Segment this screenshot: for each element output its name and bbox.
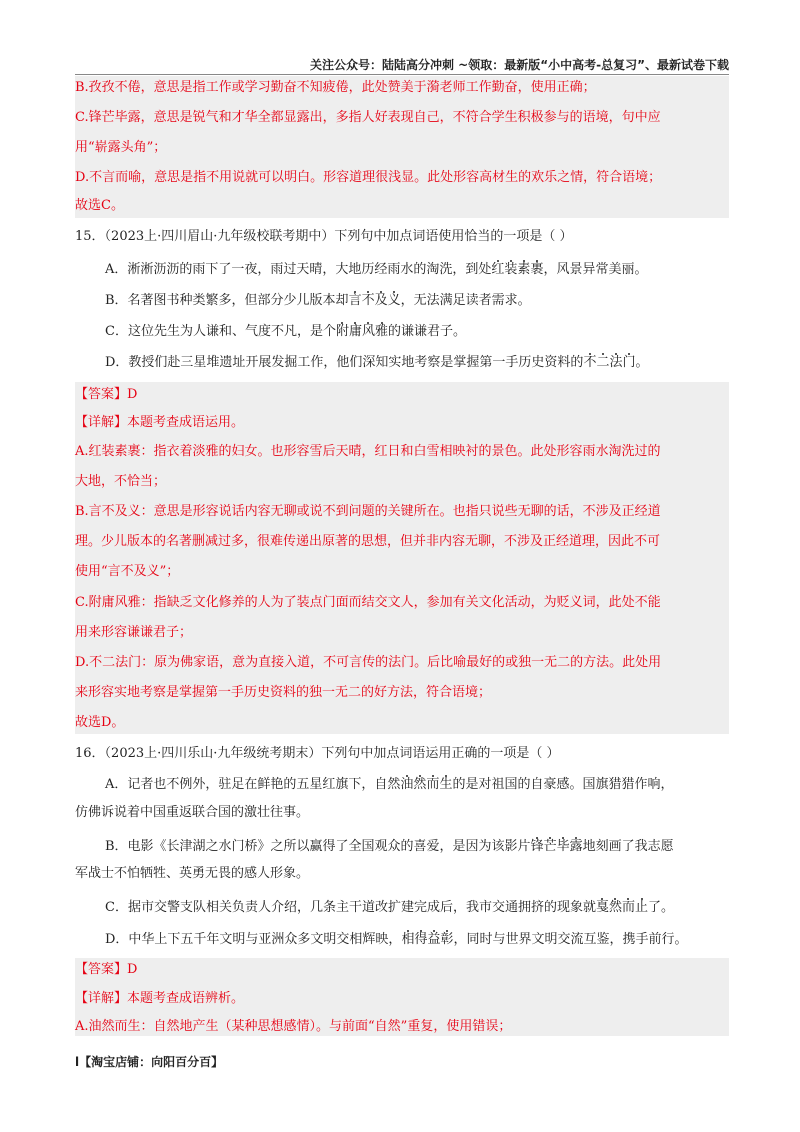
q15-answer-band <box>75 382 729 734</box>
q16-option-c: C．据市交警支队相关负责人介绍，几条主干道改扩建完成后，我市交通拥挤的现象就戛然而止了。 <box>105 900 675 915</box>
q16-expl-1: A.油然而生：自然地产生（某种思想感情）。与前面“自然”重复，使用错误； <box>75 1019 512 1034</box>
q15-option-d: D．教授们赴三星堆遗址开展发掘工作，他们深知实地考察是掌握第一手历史资料的不二法门。 <box>105 355 649 370</box>
page-footer: l【淘宝店铺：向阳百分百】 <box>75 1055 224 1069</box>
q15-expl-2: 大地，不恰当； <box>75 474 167 489</box>
q16-option-d: D．中华上下五千年文明与亚洲众多文明交相辉映，相得益彰，同时与世界文明交流互鉴，携手前行。 <box>105 932 688 947</box>
q15-expl-1: A.红装素裹：指衣着淡雅的妇女。也形容雪后天晴，红日和白雪相映衬的景色。此处形容雨水淘洗过的 <box>75 444 661 459</box>
q15-expl-8: D.不二法门：原为佛家语，意为直接入道，不可言传的法门。后比喻最好的或独一无二的方法。此处用 <box>75 655 662 670</box>
q15-expl-10: 故选D。 <box>75 715 125 730</box>
q15-answer: 【答案】D <box>75 387 138 402</box>
q15-expl-7: 用来形容谦谦君子； <box>75 625 193 640</box>
prev-line-1: B.孜孜不倦，意思是指工作或学习勤奋不知疲倦，此处赞美于漪老师工作勤奋，使用正确； <box>75 80 596 95</box>
q16-detail: 【详解】本题考查成语辨析。 <box>75 991 245 1006</box>
q15-detail: 【详解】本题考查成语运用。 <box>75 415 245 430</box>
q16-answer: 【答案】D <box>75 962 138 977</box>
q16-option-b: B．电影《长津湖之水门桥》之所以赢得了全国观众的喜爱，是因为该影片锋芒毕露地刻画了我志愿 <box>105 839 674 854</box>
q15-stem: 15．（2023上·四川眉山·九年级校联考期中）下列句中加点词语使用恰当的一项是（ ） <box>75 229 573 244</box>
q15-expl-6: C.附庸风雅：指缺乏文化修养的人为了装点门面而结交文人，参加有关文化活动，为贬义词，此处不能 <box>75 595 661 610</box>
q15-expl-3: B.言不及义：意思是形容说话内容无聊或说不到问题的关键所在。也指只说些无聊的话，不涉及正经道 <box>75 504 661 519</box>
q16-option-a: A．记者也不例外，驻足在鲜艳的五星红旗下，自然油然而生的是对祖国的自豪感。国旗猎猎作响， <box>105 777 674 792</box>
q15-option-b: B．名著图书种类繁多，但部分少儿版本却言不及义，无法满足读者需求。 <box>105 293 531 308</box>
q15-expl-9: 来形容实地考察是掌握第一手历史资料的独一无二的好方法，符合语境； <box>75 685 492 700</box>
q15-option-a: A．淅淅沥沥的雨下了一夜，雨过天晴，大地历经雨水的淘洗，到处红装素裹，风景异常美丽。 <box>105 262 648 277</box>
q15-expl-4: 理。少儿版本的名著删减过多，很难传递出原著的思想，但并非内容无聊，不涉及正经道理，因此不可 <box>75 534 661 549</box>
q16-option-a-cont: 仿佛诉说着中国重返联合国的激壮往事。 <box>75 805 310 820</box>
q15-option-c: C．这位先生为人谦和、气度不凡，是个附庸风雅的谦谦君子。 <box>105 324 467 339</box>
q16-stem: 16．（2023上·四川乐山·九年级统考期末）下列句中加点词语运用正确的一项是（ ） <box>75 746 560 761</box>
page-header: 关注公众号：陆陆高分冲刺 ~领取：最新版“小中高考-总复习”、最新试卷下载 <box>310 58 729 72</box>
header-divider <box>75 74 729 75</box>
q15-expl-5: 使用“言不及义”； <box>75 564 180 579</box>
q16-option-b-cont: 军战士不怕牺牲、英勇无畏的感人形象。 <box>75 866 310 881</box>
prev-line-2: C.锋芒毕露，意思是锐气和才华全都显露出，多指人好表现自己，不符合学生积极参与的语境，句中应 <box>75 110 661 125</box>
prev-line-4: D.不言而喻，意思是指不用说就可以明白。形容道理很浅显。此处形容高材生的欢乐之情，符合语境； <box>75 170 662 185</box>
prev-line-5: 故选C。 <box>75 198 124 213</box>
prev-line-3: 用“崭露头角”； <box>75 140 167 155</box>
